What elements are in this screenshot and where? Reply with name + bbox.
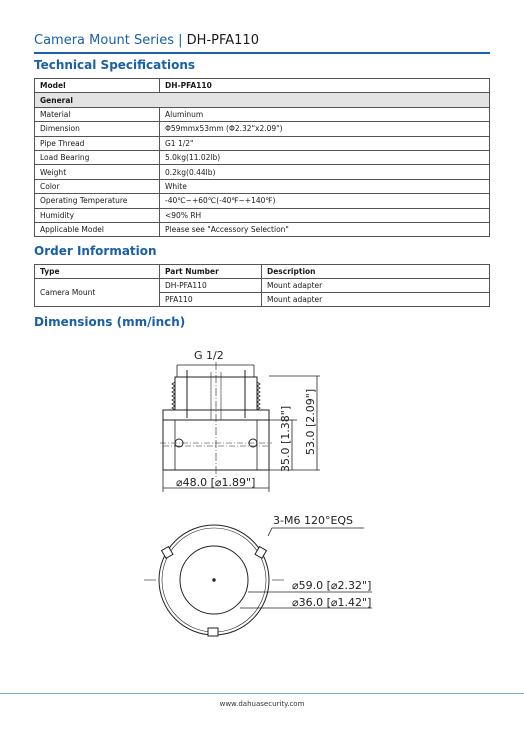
header-model: DH-PFA110	[186, 33, 259, 48]
footer-url: www.dahuasecurity.com	[219, 700, 305, 708]
spec-value: Φ59mmx53mm (Φ2.32"x2.09")	[160, 122, 490, 136]
order-section-title: Order Information	[34, 244, 157, 258]
thread-label: G 1/2	[194, 349, 224, 362]
spec-label: Applicable Model	[35, 222, 160, 236]
spec-label: Material	[35, 107, 160, 121]
spec-value: 0.2kg(0.44lb)	[160, 165, 490, 179]
side-view-drawing	[160, 362, 320, 492]
series-name: Camera Mount Series	[34, 33, 175, 48]
dimensions-section-title: Dimensions (mm/inch)	[34, 315, 186, 329]
total-height-label: 53.0 [2.09"]	[304, 388, 317, 455]
spec-value: White	[160, 179, 490, 193]
spec-label: Operating Temperature	[35, 194, 160, 208]
order-description: Mount adapter	[262, 279, 490, 293]
spec-label: Humidity	[35, 208, 160, 222]
order-part-number: PFA110	[160, 293, 262, 307]
spec-value: -40℃~+60℃(-40℉~+140℉)	[160, 194, 490, 208]
spec-value: 5.0kg(11.02lb)	[160, 150, 490, 164]
lower-height-label: 35.0 [1.38"]	[279, 405, 292, 472]
spec-label: Color	[35, 179, 160, 193]
spec-value: Please see "Accessory Selection"	[160, 222, 490, 236]
order-header-cell: Description	[262, 265, 490, 279]
spec-label: Load Bearing	[35, 150, 160, 164]
spec-header-cell: Model	[35, 79, 160, 93]
inner-diameter-label: ⌀36.0 [⌀1.42"]	[292, 596, 372, 609]
order-header-cell: Part Number	[160, 265, 262, 279]
spec-label: Weight	[35, 165, 160, 179]
spec-value: <90% RH	[160, 208, 490, 222]
order-type: Camera Mount	[35, 279, 160, 307]
spec-value: Aluminum	[160, 107, 490, 121]
footer-rule	[0, 693, 524, 694]
spec-header-cell: DH-PFA110	[160, 79, 490, 93]
screw-pattern-label: 3-M6 120°EQS	[273, 514, 354, 527]
width-dimension-label: ⌀48.0 [⌀1.89"]	[176, 476, 256, 489]
outer-diameter-label: ⌀59.0 [⌀2.32"]	[292, 579, 372, 592]
spec-group-label: General	[35, 93, 490, 107]
spec-value: G1 1/2"	[160, 136, 490, 150]
spec-label: Dimension	[35, 122, 160, 136]
order-part-number: DH-PFA110	[160, 279, 262, 293]
order-header-cell: Type	[35, 265, 160, 279]
order-description: Mount adapter	[262, 293, 490, 307]
header-separator: |	[174, 33, 187, 48]
spec-label: Pipe Thread	[35, 136, 160, 150]
spec-section-title: Technical Specifications	[34, 58, 196, 72]
